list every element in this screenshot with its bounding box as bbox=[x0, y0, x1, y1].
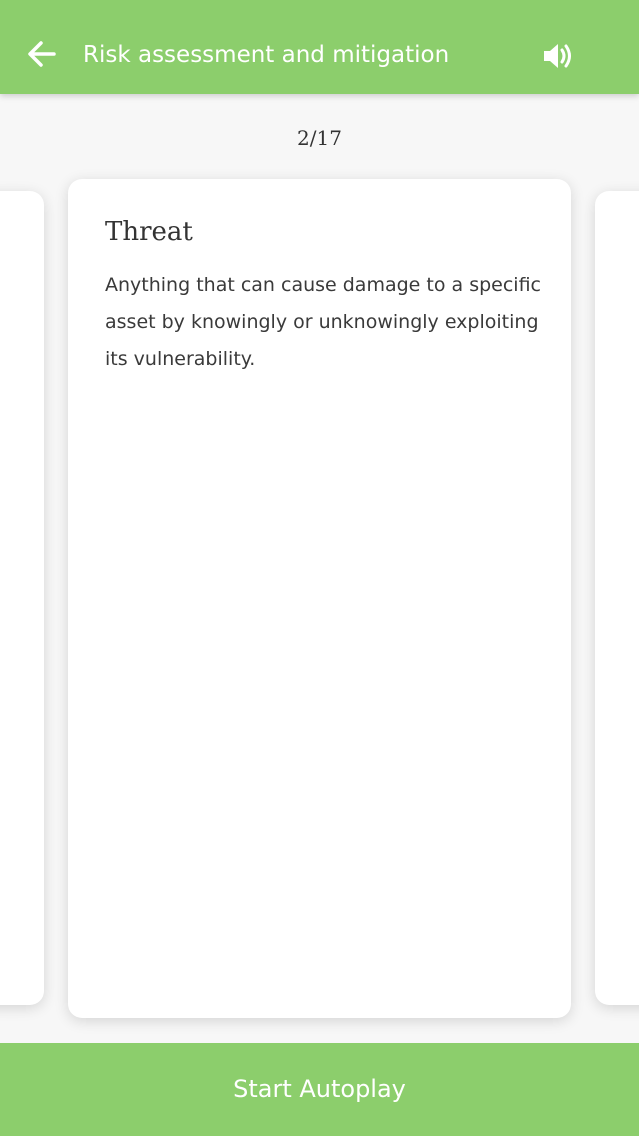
arrow-left-icon bbox=[22, 34, 62, 74]
next-card[interactable] bbox=[595, 191, 639, 1005]
card-description: Anything that can cause damage to a specific asset by knowingly or unknowingly exploiting its vulnerability. bbox=[105, 274, 541, 370]
start-autoplay-button[interactable]: Start Autoplay bbox=[0, 1043, 639, 1136]
sound-button[interactable] bbox=[538, 36, 578, 76]
page-counter: 2/17 bbox=[297, 126, 342, 150]
previous-card[interactable] bbox=[0, 191, 44, 1005]
current-card[interactable] bbox=[68, 179, 571, 1018]
speaker-icon bbox=[538, 36, 578, 76]
card-title: Threat bbox=[105, 217, 193, 247]
back-button[interactable] bbox=[22, 34, 62, 74]
page-title: Risk assessment and mitigation bbox=[83, 42, 450, 68]
app-header bbox=[0, 0, 639, 94]
